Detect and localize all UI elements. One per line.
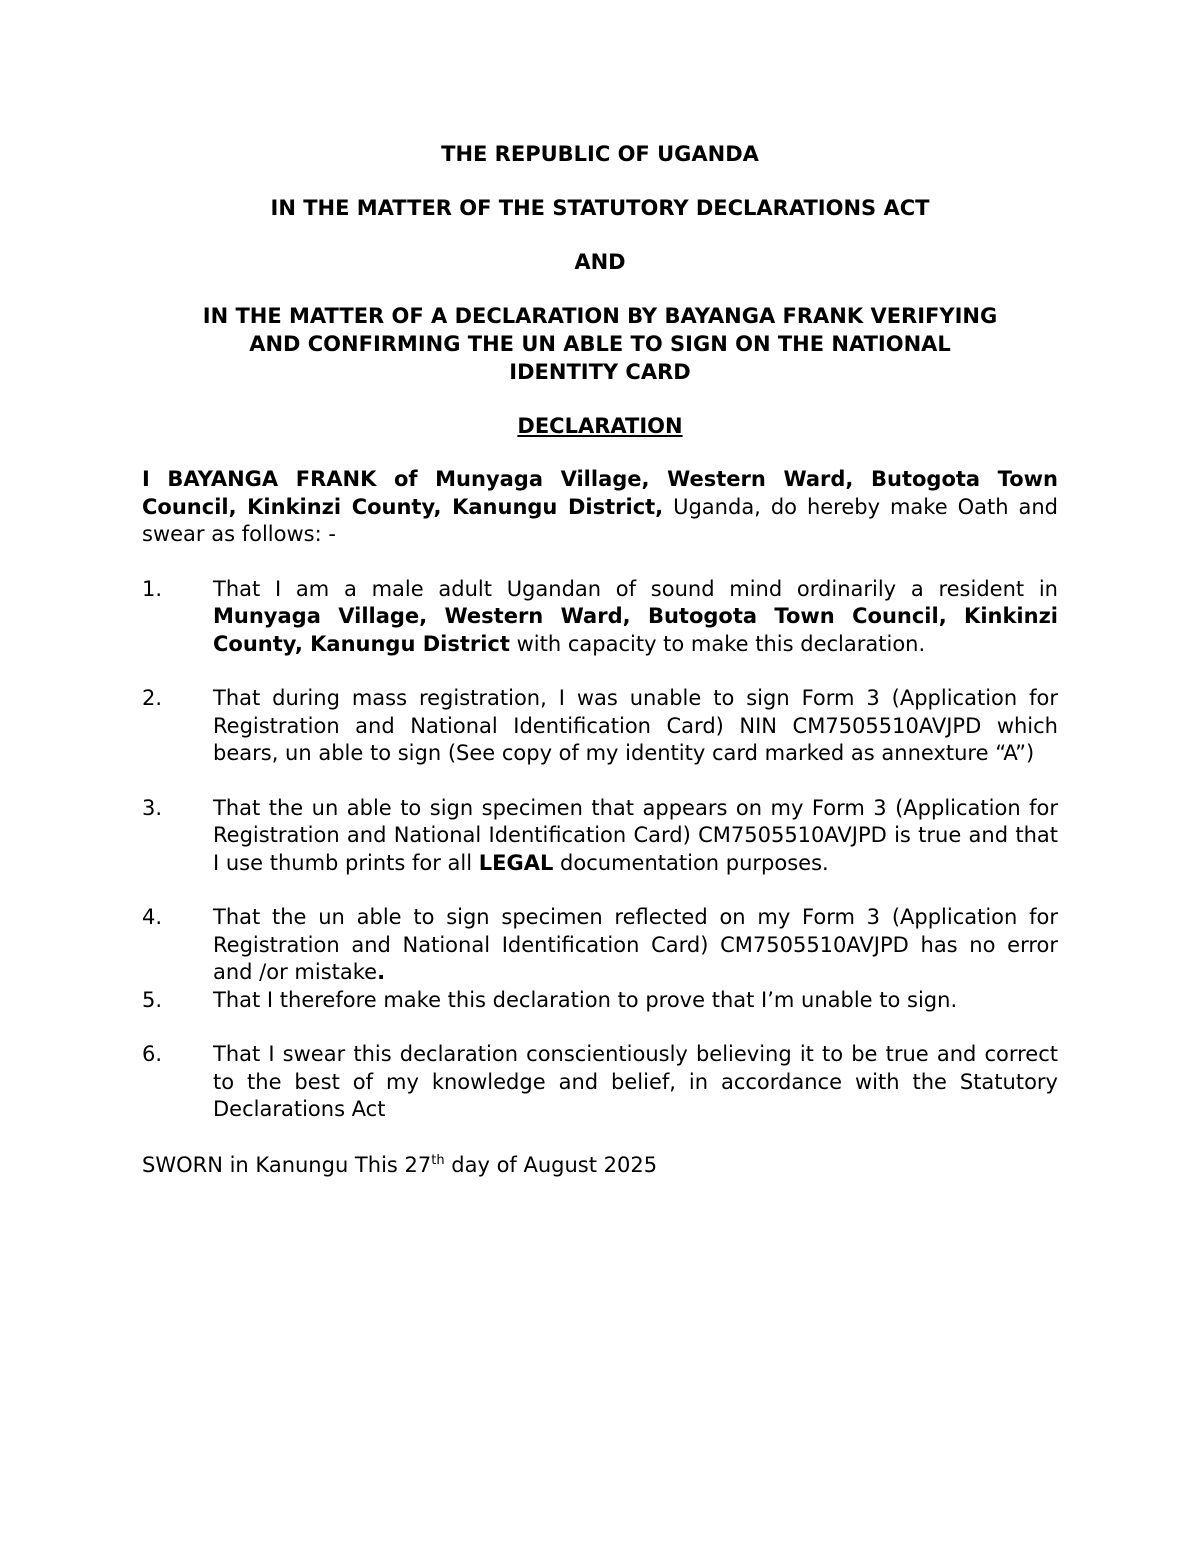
intro-paragraph: [142, 466, 1058, 549]
sworn-ordinal-suffix: th: [431, 1152, 445, 1168]
item-text-part: That the un able to sign specimen that appears on my Form 3 (Application for Registration and National Identification Card) CM7505510AVJPD is true and that I use thumb prints for all: [213, 795, 1058, 875]
item-number: 1.: [142, 576, 163, 601]
item-text-part: That I am a male adult Ugandan of sound mind ordinarily a resident in: [213, 576, 1058, 601]
list-item: [142, 987, 1058, 1015]
item-bold-part: .: [377, 960, 386, 984]
list-item: [142, 904, 1058, 987]
matter-act-heading: IN THE MATTER OF THE STATUTORY DECLARATIONS ACT: [270, 196, 930, 220]
matter-declaration-line1: IN THE MATTER OF A DECLARATION BY BAYANGA FRANK VERIFYING: [202, 304, 998, 328]
item-bold-part: LEGAL: [478, 850, 554, 875]
item-text: That during mass registration, I was unable to sign Form 3 (Application for Registration and National Identification Card) NIN CM7505510AVJPD which bears, un able to sign (See copy of my identity card marked as annexture “A”): [213, 686, 1058, 765]
declaration-page: [142, 140, 1058, 1179]
document-title: THE REPUBLIC OF UGANDA: [441, 142, 759, 166]
item-number: 4.: [142, 905, 163, 929]
item-text: [213, 795, 1058, 878]
item-text-part: That the un able to sign specimen reflected on my Form 3 (Application for Registration and National Identification Card) CM7505510AVJPD has no error and /or mistake: [213, 905, 1058, 984]
list-item: [142, 685, 1058, 768]
intro-declarant: I BAYANGA FRANK of Munyaga Village, Western Ward, Butogota Town Council, Kinkinzi County, Kanungu District,: [142, 467, 1058, 519]
item-text: [213, 904, 1058, 987]
item-number: 6.: [142, 1042, 163, 1066]
list-item: [142, 795, 1058, 878]
list-item: [142, 576, 1058, 659]
item-text: [213, 576, 1058, 659]
sworn-line: [142, 1151, 1058, 1179]
and-heading: AND: [574, 250, 626, 274]
sworn-prefix: SWORN in Kanungu This 27: [142, 1152, 432, 1177]
matter-declaration-line3: IDENTITY CARD: [509, 360, 691, 384]
matter-declaration-heading: [142, 302, 1058, 386]
item-bold-part: Munyaga Village, Western Ward, Butogota Town Council, Kinkinzi County, Kanungu District: [213, 604, 1058, 656]
item-number: 5.: [142, 987, 163, 1012]
intro-rest: Uganda, do hereby make Oath and swear as follows: -: [142, 494, 1058, 546]
declaration-heading: DECLARATION: [517, 414, 683, 438]
item-text-part: documentation purposes.: [553, 850, 829, 875]
list-item: [142, 1041, 1058, 1124]
item-text: That I therefore make this declaration to prove that I’m unable to sign.: [213, 987, 958, 1012]
item-text-part: with capacity to make this declaration.: [509, 631, 926, 656]
item-number: 2.: [142, 686, 163, 710]
sworn-rest: day of August 2025: [444, 1152, 658, 1177]
matter-declaration-line2: AND CONFIRMING THE UN ABLE TO SIGN ON THE NATIONAL: [249, 332, 951, 356]
item-number: 3.: [142, 795, 163, 820]
item-text: That I swear this declaration conscientiously believing it to be true and correct to the best of my knowledge and belief, in accordance with the Statutory Declarations Act: [213, 1042, 1058, 1121]
